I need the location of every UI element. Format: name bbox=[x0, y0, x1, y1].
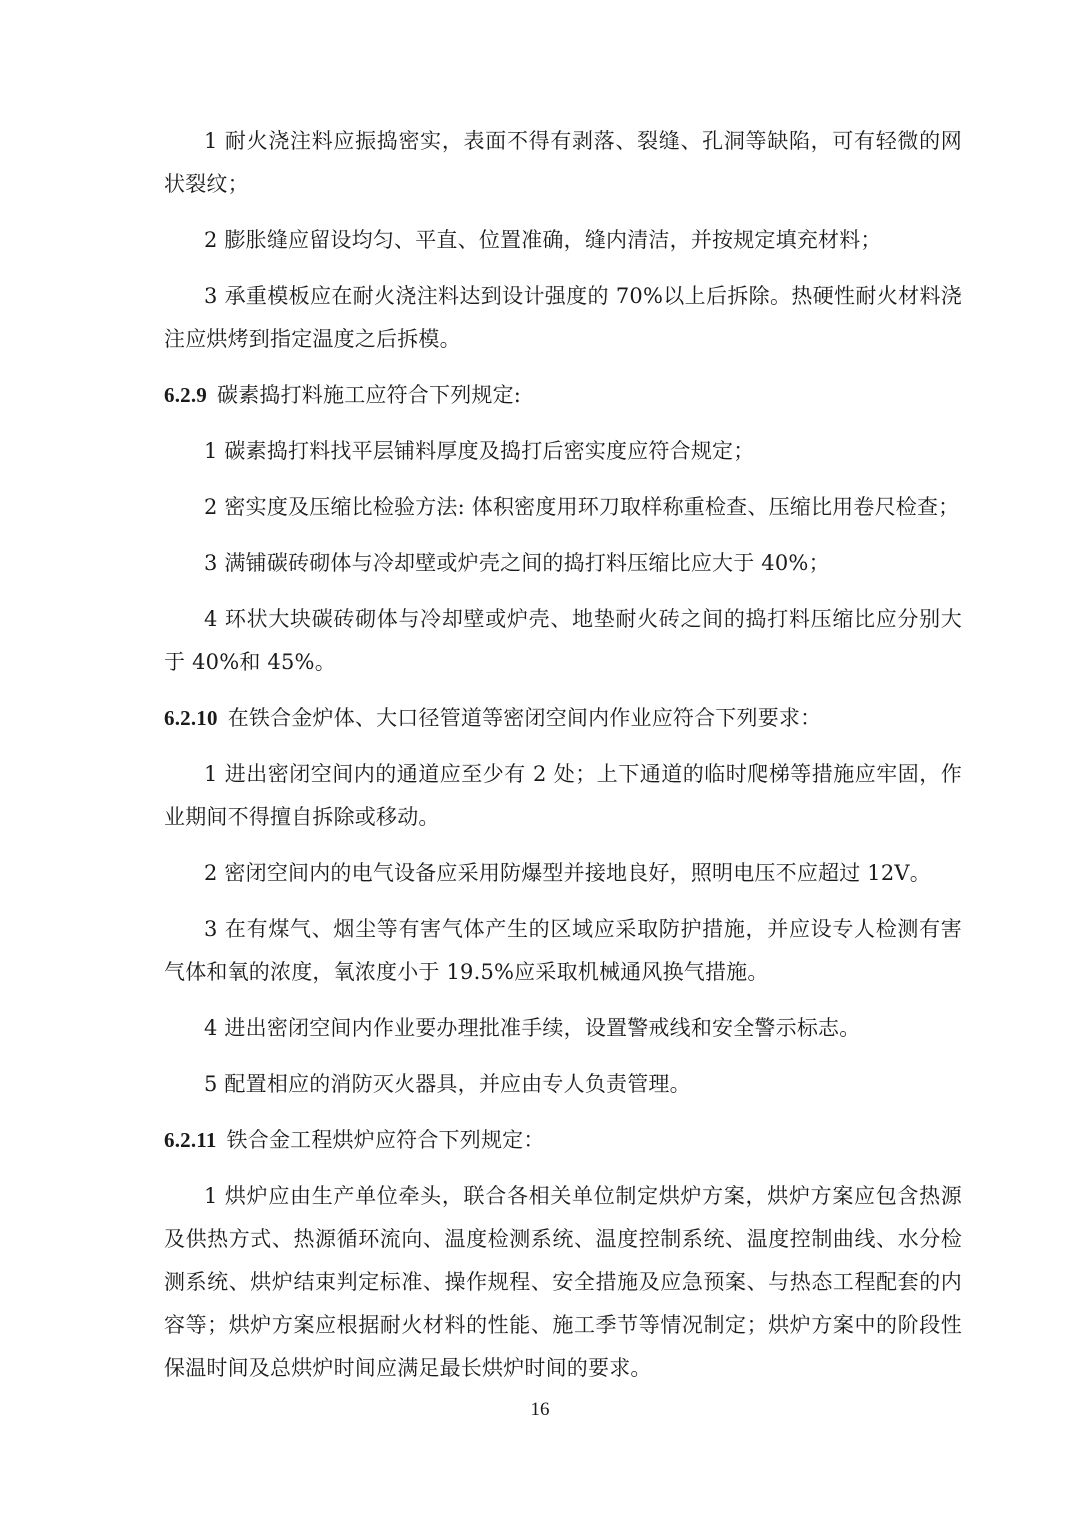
clause-number: 6.2.11 bbox=[164, 1128, 217, 1152]
list-item: 3 在有煤气、烟尘等有害气体产生的区域应采取防护措施，并应设专人检测有害气体和氧的浓度，氧浓度小于 19.5%应采取机械通风换气措施。 bbox=[164, 917, 962, 984]
clause-text: 在铁合金炉体、大口径管道等密闭空间内作业应符合下列要求： bbox=[227, 706, 822, 730]
list-item: 3 承重模板应在耐火浇注料达到设计强度的 70%以上后拆除。热硬性耐火材料浇注应烘烤到指定温度之后拆模。 bbox=[164, 284, 962, 351]
clause-heading bbox=[164, 1119, 962, 1162]
list-item: 1 烘炉应由生产单位牵头，联合各相关单位制定烘炉方案，烘炉方案应包含热源及供热方式、热源循环流向、温度检测系统、温度控制系统、温度控制曲线、水分检测系统、烘炉结束判定标准、操作规程、安全措施及应急预案、与热态工程配套的内容等；烘炉方案应根据耐火材料的性能、施工季节等情况制定；烘炉方案中的阶段性保温时间及总烘炉时间应满足最长烘炉时间的要求。 bbox=[164, 1184, 962, 1380]
list-item: 2 膨胀缝应留设均匀、平直、位置准确，缝内清洁，并按规定填充材料； bbox=[204, 228, 882, 252]
clause-heading bbox=[164, 697, 962, 740]
list-item: 4 环状大块碳砖砌体与冷却壁或炉壳、地垫耐火砖之间的捣打料压缩比应分别大于 40%和 45%。 bbox=[164, 607, 962, 674]
clause-number: 6.2.9 bbox=[164, 383, 207, 407]
list-item: 1 碳素捣打料找平层铺料厚度及捣打后密实度应符合规定； bbox=[204, 439, 755, 463]
clause-number: 6.2.10 bbox=[164, 706, 218, 730]
clause-text: 碳素捣打料施工应符合下列规定: bbox=[217, 383, 522, 407]
list-item: 2 密闭空间内的电气设备应采用防爆型并接地良好，照明电压不应超过 12V。 bbox=[204, 861, 931, 885]
list-item: 1 进出密闭空间内的通道应至少有 2 处；上下通道的临时爬梯等措施应牢固，作业期间不得擅自拆除或移动。 bbox=[164, 762, 962, 829]
list-item: 1 耐火浇注料应振捣密实，表面不得有剥落、裂缝、孔洞等缺陷，可有轻微的网状裂纹； bbox=[164, 129, 962, 196]
list-item: 4 进出密闭空间内作业要办理批准手续，设置警戒线和安全警示标志。 bbox=[204, 1016, 861, 1040]
document-body bbox=[164, 120, 962, 1403]
clause-heading bbox=[164, 374, 962, 417]
page-number: 16 bbox=[530, 1399, 550, 1420]
clause-text: 铁合金工程烘炉应符合下列规定： bbox=[226, 1128, 545, 1152]
list-item: 5 配置相应的消防灭火器具，并应由专人负责管理。 bbox=[204, 1072, 691, 1096]
list-item: 3 满铺碳砖砌体与冷却壁或炉壳之间的捣打料压缩比应大于 40%； bbox=[204, 551, 830, 575]
list-item: 2 密实度及压缩比检验方法: 体积密度用环刀取样称重检查、压缩比用卷尺检查； bbox=[204, 495, 960, 519]
